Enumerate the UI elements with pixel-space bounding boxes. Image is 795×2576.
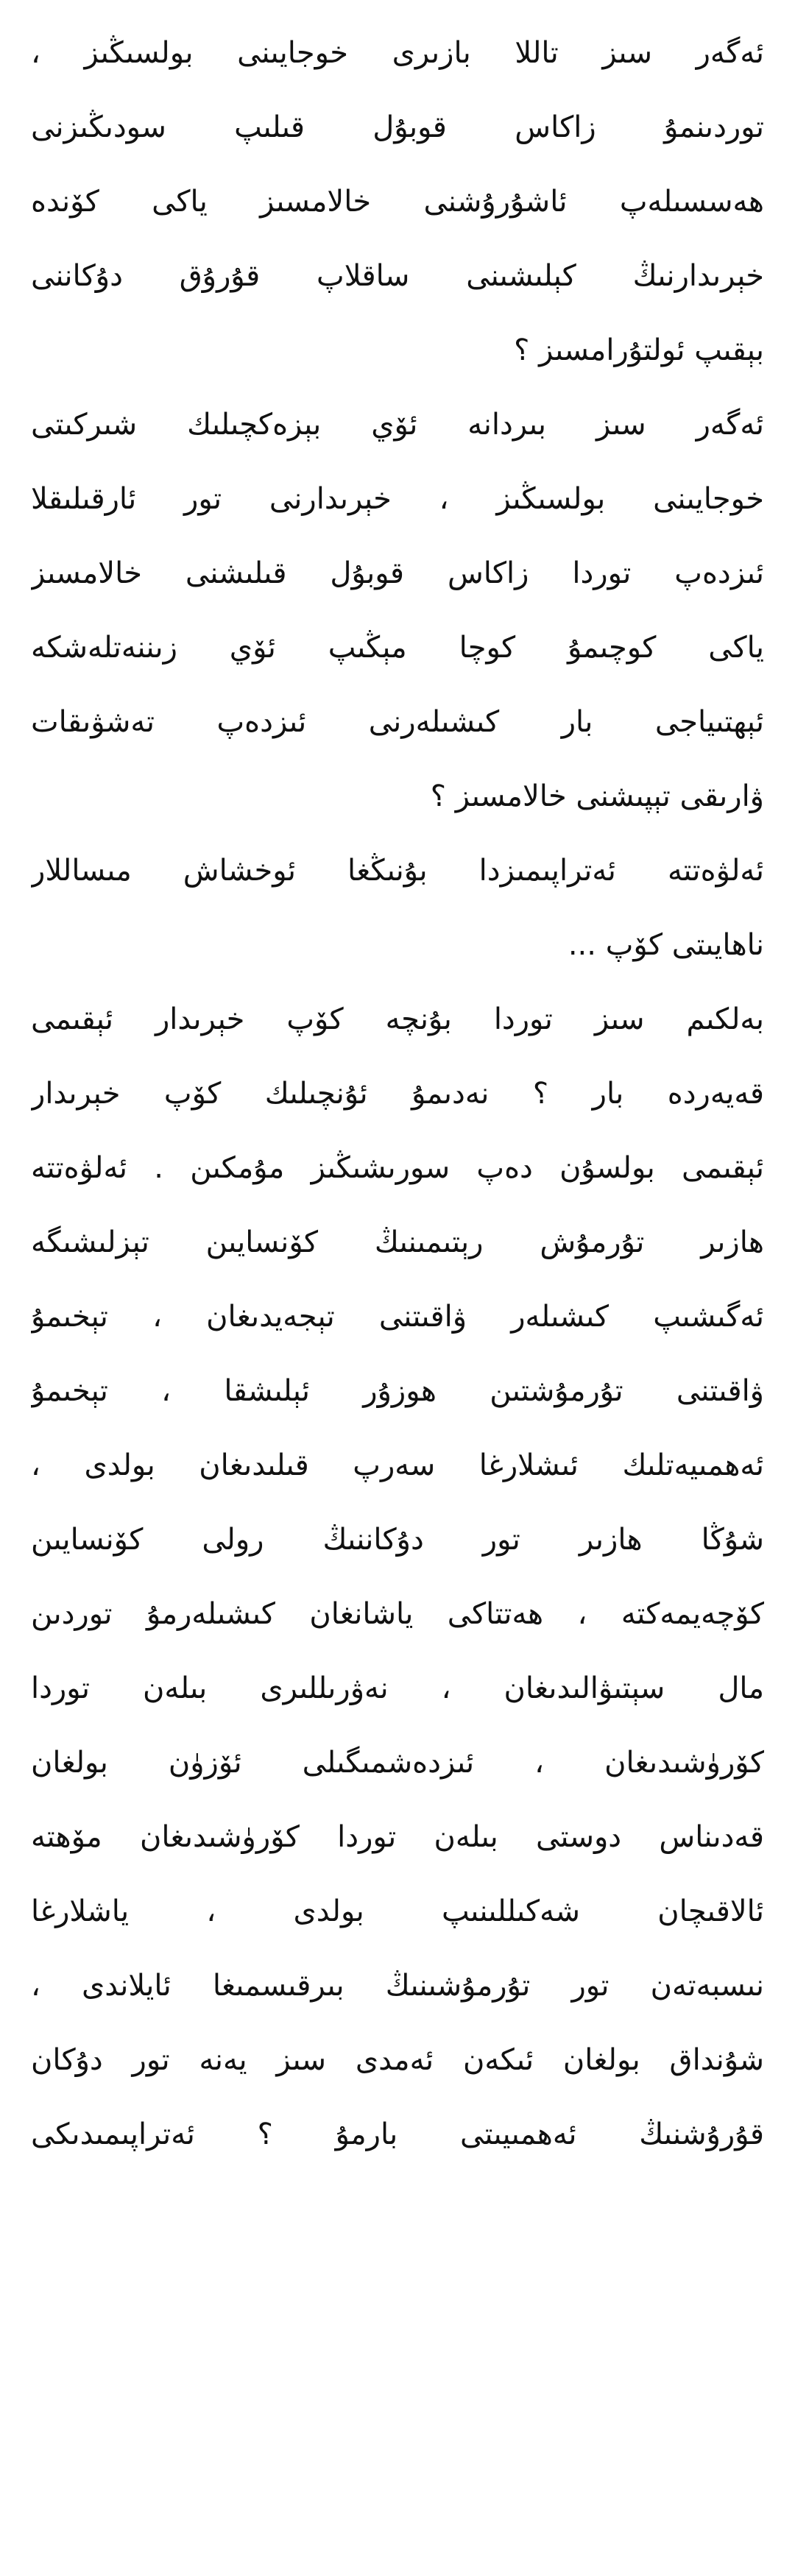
text-line: شۇڭا ھازىر تور دۇكاننىڭ رولى كۆنسايىن [31, 1523, 764, 1557]
text-line: قۇرۇشنىڭ ئەھمىيىتى بارمۇ ؟ ئەتراپىمىدىكى [31, 2117, 764, 2151]
text-line: خېرىدارنىڭ كېلىشىنى ساقلاپ قۇرۇق دۇكاننى [31, 259, 764, 293]
text-line: ھەسسىلەپ ئاشۇرۇشنى خالامسىز ياكى كۆندە [31, 185, 764, 219]
text-line: ئىزدەپ توردا زاكاس قوبۇل قىلىشنى خالامسىز [31, 556, 764, 590]
text-line: ئەگەر سىز بىردانە ئۆي بېزەكچىلىك شىركىتى [31, 408, 764, 442]
text-line: ياكى كوچىمۇ كوچا مېڭىپ ئۆي زىننەتلەشكە [31, 631, 764, 665]
text-line: قەيەردە بار ؟ نەدىمۇ ئۇنچىلىك كۆپ خېرىدار [31, 1077, 764, 1111]
text-line: ئەگەر سىز تاللا بازىرى خوجايىنى بولسىڭىز ، [31, 36, 764, 70]
text-line: نىسبەتەن تور تۇرمۇشىنىڭ بىرقىسمىغا ئايلاندى ، [31, 1969, 764, 2003]
text-line: كۆرۈشىدىغان ، ئىزدەشمىگىلى ئۆزۈن بولغان [31, 1746, 764, 1780]
text-line: بەلكىم سىز توردا بۇنچە كۆپ خېرىدار ئېقىمى [31, 1002, 764, 1036]
text-line: بېقىپ ئولتۇرامسىز ؟ [514, 333, 764, 367]
text-line: مال سېتىۋالىدىغان ، نەۋرىللىرى بىلەن توردا [31, 1671, 764, 1705]
text-line: ئەھمىيەتلىك ئىشلارغا سەرپ قىلىدىغان بولدى ، [31, 1448, 764, 1482]
text-line: ئەلۋەتتە ئەتراپىمىزدا بۇنىڭغا ئوخشاش مىساللار [31, 854, 764, 888]
text-line: ئېقىمى بولسۇن دەپ سورىشىڭىز مۇمكىن . ئەلۋەتتە [31, 1151, 764, 1185]
text-line: ناھايىتى كۆپ ... [568, 928, 764, 962]
text-line: شۇنداق بولغان ئىكەن ئەمدى سىز يەنە تور دۇكان [31, 2043, 764, 2077]
text-line: كۆچەيمەكتە ، ھەتتاكى ياشانغان كىشىلەرمۇ توردىن [31, 1597, 764, 1631]
text-line: ۋارىقى تېپىشنى خالامسىز ؟ [430, 779, 764, 813]
text-line: خوجايىنى بولسىڭىز ، خېرىدارنى تور ئارقىلىقلا [31, 482, 764, 516]
text-line: توردىنمۇ زاكاس قوبۇل قىلىپ سودىڭىزنى [31, 110, 764, 144]
text-line: ھازىر تۇرمۇش رېتىمىنىڭ كۆنسايىن تېزلىشىگە [31, 1225, 764, 1259]
text-line: ئالاقىچان شەكىللىنىپ بولدى ، ياشلارغا [31, 1894, 764, 1928]
text-line: ۋاقىتنى تۇرمۇشتىن ھوزۇر ئېلىشقا ، تېخىمۇ [31, 1374, 764, 1408]
text-line: ئېھتىياجى بار كىشىلەرنى ئىزدەپ تەشۋىقات [31, 705, 764, 739]
text-line: ئەگىشىپ كىشىلەر ۋاقىتنى تېجەيدىغان ، تېخىمۇ [31, 1300, 764, 1334]
text-line: قەدىناس دوستى بىلەن توردا كۆرۈشىدىغان مۆھتە [31, 1820, 764, 1854]
